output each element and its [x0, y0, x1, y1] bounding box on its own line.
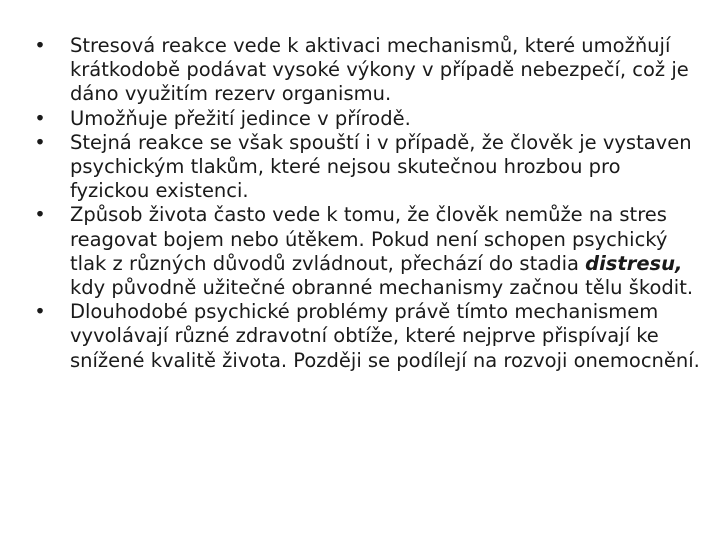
- bullet-text: [70, 203, 693, 299]
- bullet-item-3: [30, 131, 700, 204]
- bullet-icon: •: [34, 300, 46, 324]
- bullet-text: Umožňuje přežití jedince v přírodě.: [70, 106, 411, 130]
- bullet-item-1: [30, 34, 700, 107]
- bullet-icon: •: [34, 130, 46, 154]
- bullet-icon: •: [34, 203, 46, 227]
- bullet-item-5: [30, 300, 700, 373]
- bullet-item-2: [30, 107, 700, 131]
- bullet-item-4: [30, 203, 700, 300]
- bullet-icon: •: [34, 106, 46, 130]
- bullet-text-after: kdy původně užitečné obranné mechanismy začnou tělu škodit.: [70, 276, 694, 300]
- bullet-text-before: Způsob života často vede k tomu, že člověk nemůže na stres reagovat bojem nebo útěkem. Pokud není schopen psychický tlak z různých důvodů zvládnout, přechází do stadia: [70, 203, 668, 275]
- bullet-list: [30, 34, 700, 373]
- bullet-text: Dlouhodobé psychické problémy právě tímto mechanismem vyvolávají různé zdravotní obtíže, které nejprve přispívají ke snížené kvalitě života. Později se podílejí na rozvoji onemocnění.: [70, 300, 700, 372]
- bullet-text: Stresová reakce vede k aktivaci mechanismů, které umožňují krátkodobě podávat vysoké výkony v případě nebezpečí, což je dáno využitím rezerv organismu.: [70, 34, 689, 106]
- bullet-text: Stejná reakce se však spouští i v případě, že člověk je vystaven psychickým tlakům, které nejsou skutečnou hrozbou pro fyzickou existenci.: [70, 130, 692, 203]
- emphasized-term: distresu,: [585, 251, 683, 275]
- bullet-icon: •: [34, 34, 46, 57]
